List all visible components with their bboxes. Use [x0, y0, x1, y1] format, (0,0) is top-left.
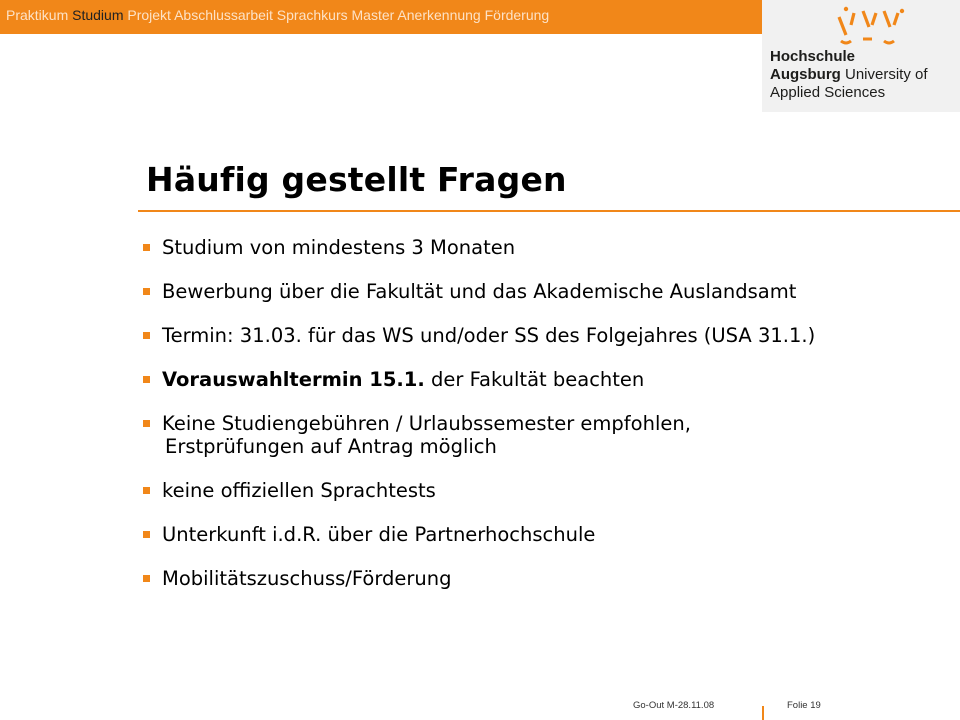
logo-line1: Hochschule	[770, 48, 856, 65]
title-underline	[138, 210, 960, 212]
bullet-item	[143, 523, 943, 546]
logo-line2-rest: University of	[840, 66, 928, 83]
logo-line2-bold: Augsburg	[770, 66, 841, 83]
bullet-item	[143, 479, 943, 502]
bullet-text: Termin: 31.03. für das WS und/oder SS des Folgejahres (USA 31.1.)	[162, 324, 816, 347]
logo-mark-icon	[832, 3, 932, 45]
bullet-text: Unterkunft i.d.R. über die Partnerhochschule	[162, 523, 596, 546]
bullet-square-icon	[143, 575, 150, 582]
nav-item-praktikum[interactable]: Praktikum	[6, 7, 69, 23]
bullet-text: der Fakultät beachten	[424, 368, 645, 391]
bullet-square-icon	[143, 332, 150, 339]
bullet-square-icon	[143, 420, 150, 427]
nav-item-projekt[interactable]: Projekt	[127, 7, 171, 23]
bullet-continuation-text: Erstprüfungen auf Antrag möglich	[165, 435, 497, 458]
logo-text	[770, 48, 928, 102]
bullet-item	[143, 567, 943, 590]
nav-item-studium[interactable]: Studium	[72, 7, 124, 23]
bullet-item	[143, 368, 943, 391]
slide-title: Häufig gestellt Fragen	[146, 160, 567, 199]
bullet-bold-text: Vorauswahltermin 15.1.	[162, 368, 425, 391]
top-nav-bar	[0, 0, 762, 34]
nav-item-sprachkurs[interactable]: Sprachkurs	[276, 7, 348, 23]
footer-separator	[762, 706, 764, 720]
university-logo	[762, 0, 960, 112]
nav-item-anerkennung[interactable]: Anerkennung	[397, 7, 481, 23]
logo-line3: Applied Sciences	[770, 84, 886, 101]
nav-items	[6, 7, 549, 23]
bullet-text: Mobilitätszuschuss/Förderung	[162, 567, 452, 590]
bullet-item	[143, 280, 943, 303]
bullet-text: Bewerbung über die Fakultät und das Akademische Auslandsamt	[162, 280, 797, 303]
bullet-list	[143, 236, 943, 611]
bullet-square-icon	[143, 531, 150, 538]
bullet-square-icon	[143, 244, 150, 251]
nav-item-foerderung[interactable]: Förderung	[484, 7, 550, 23]
bullet-square-icon	[143, 376, 150, 383]
footer-slide-number: Folie 19	[787, 700, 821, 711]
bullet-item	[143, 236, 943, 259]
bullet-text: Keine Studiengebühren / Urlaubssemester empfohlen,	[162, 412, 691, 435]
bullet-square-icon	[143, 487, 150, 494]
bullet-item	[143, 324, 943, 347]
bullet-square-icon	[143, 288, 150, 295]
bullet-item	[143, 412, 943, 458]
nav-item-master[interactable]: Master	[351, 7, 395, 23]
bullet-text: Studium von mindestens 3 Monaten	[162, 236, 516, 259]
nav-item-abschlussarbeit[interactable]: Abschlussarbeit	[174, 7, 273, 23]
footer-presentation-id: Go-Out M-28.11.08	[633, 700, 715, 711]
bullet-text: keine offiziellen Sprachtests	[162, 479, 436, 502]
